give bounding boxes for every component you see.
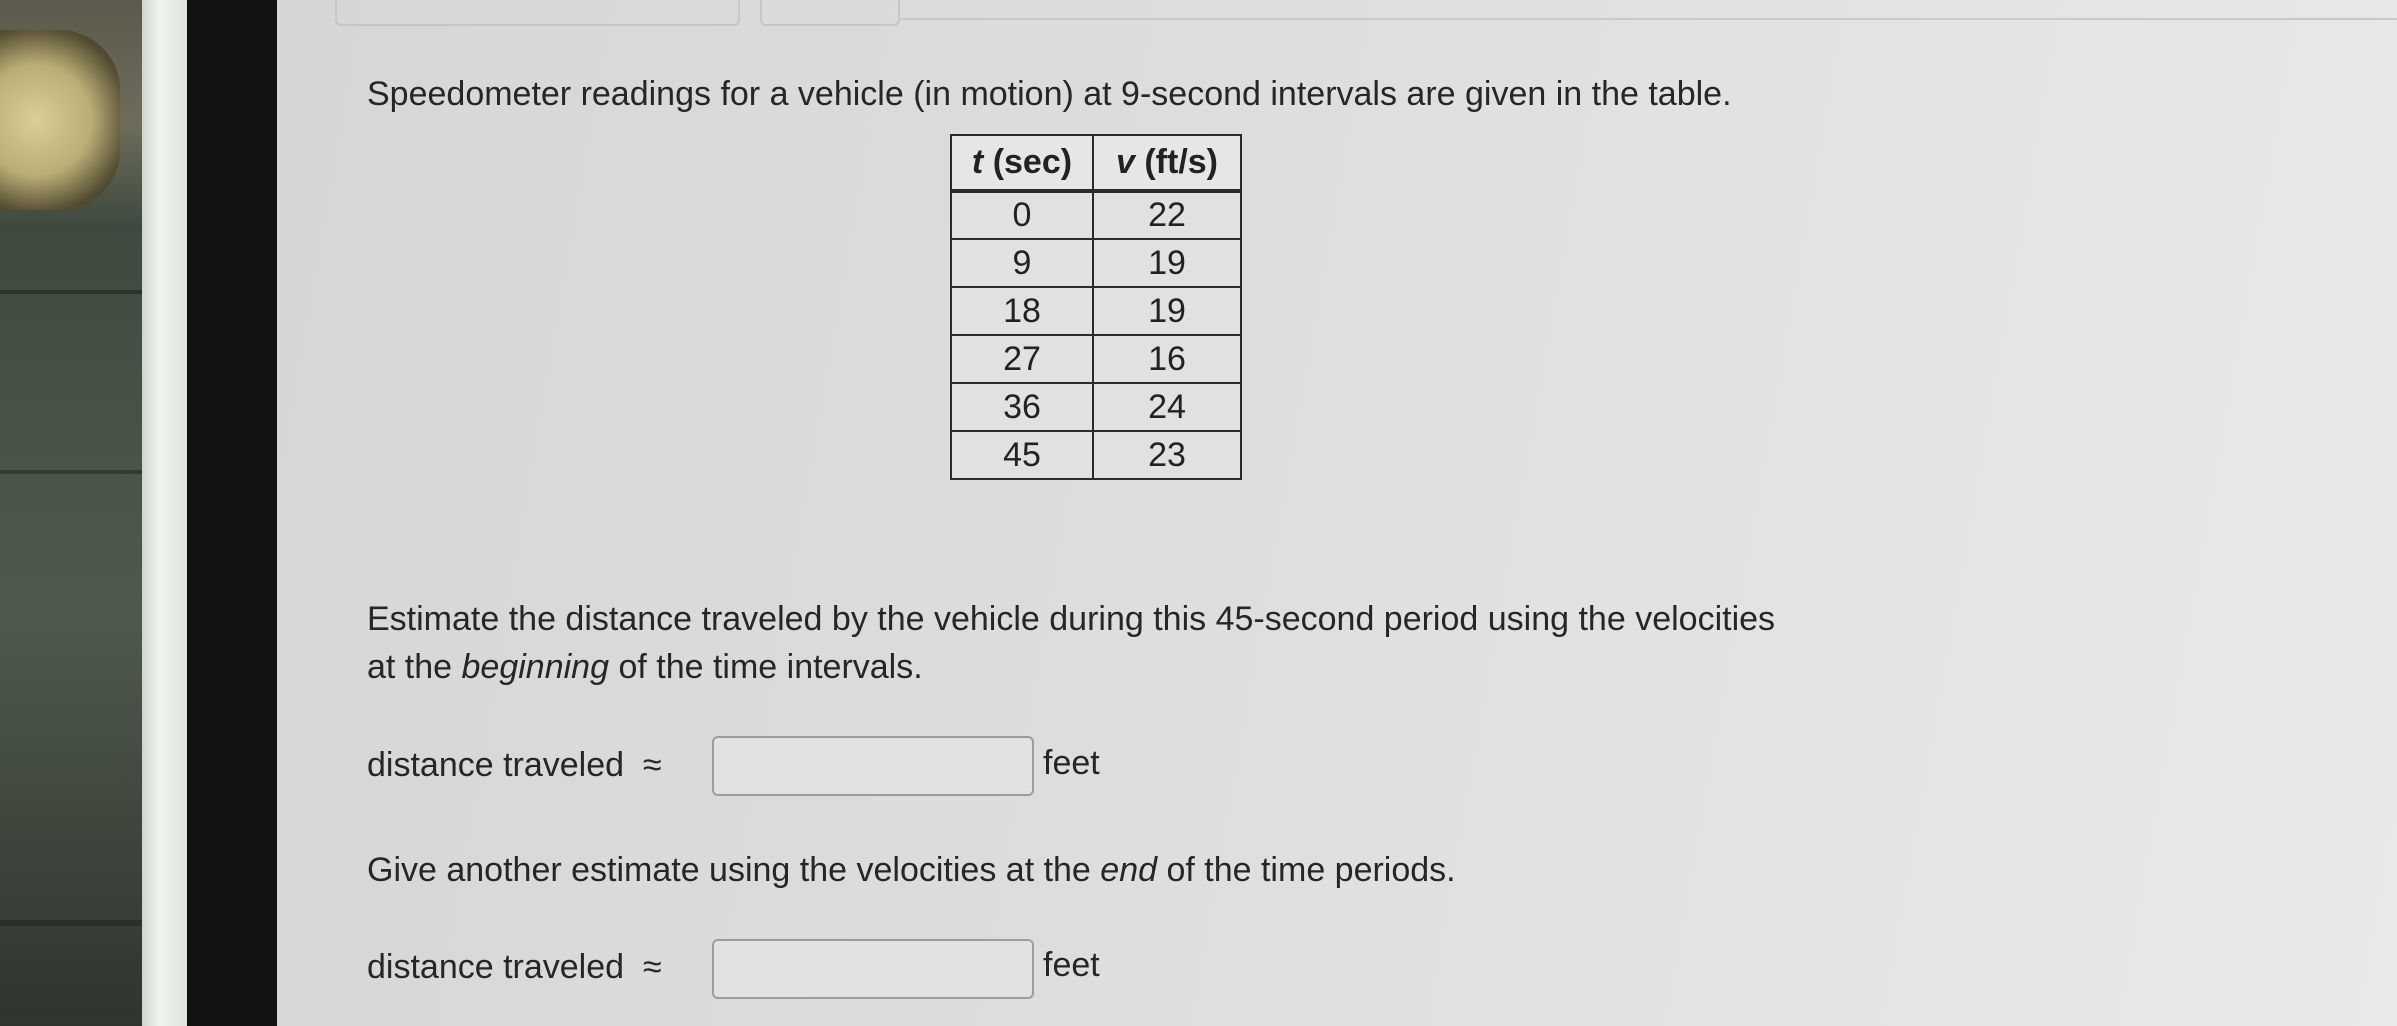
cell-time: 45 [951,431,1093,479]
table-row [951,335,1241,383]
table-header-row [951,135,1241,191]
top-divider [900,18,2397,20]
part-b-prompt: Give another estimate using the velocities at the end of the time periods. [367,851,1456,889]
cell-time: 0 [951,191,1093,239]
table-row [951,239,1241,287]
unit-feet-a: feet [1043,744,1100,782]
emphasis-beginning: beginning [461,648,609,686]
table-row [951,431,1241,479]
distance-label-b: distance traveled ≈ [367,948,662,986]
cell-time: 27 [951,335,1093,383]
cell-velocity: 19 [1093,239,1241,287]
cell-velocity: 19 [1093,287,1241,335]
top-tab-right[interactable] [760,0,900,26]
top-tab-left[interactable] [335,0,740,26]
cell-velocity: 24 [1093,383,1241,431]
table-row [951,383,1241,431]
speedometer-table [950,134,1242,480]
table-row [951,287,1241,335]
cell-velocity: 23 [1093,431,1241,479]
part-a-prompt-line1: Estimate the distance traveled by the vehicle during this 45-second period using the velocities [367,600,1776,638]
header-time: t (sec) [951,135,1093,191]
unit-feet-b: feet [1043,946,1100,984]
distance-answer-a-input[interactable] [712,736,1034,796]
part-a-prompt-line2: at the beginning of the time intervals. [367,648,923,686]
monitor-bezel [187,0,277,1026]
table-row [951,191,1241,239]
cell-time: 18 [951,287,1093,335]
cell-time: 9 [951,239,1093,287]
cell-velocity: 16 [1093,335,1241,383]
background-photo [0,0,150,1026]
lamp-shape [0,30,120,210]
distance-label-a: distance traveled ≈ [367,746,662,784]
cell-velocity: 22 [1093,191,1241,239]
emphasis-end: end [1100,851,1158,889]
cell-time: 36 [951,383,1093,431]
question-intro: Speedometer readings for a vehicle (in motion) at 9-second intervals are given in the table. [367,75,1732,113]
distance-answer-b-input[interactable] [712,939,1034,999]
header-velocity: v (ft/s) [1093,135,1241,191]
monitor-bezel-edge [142,0,187,1026]
